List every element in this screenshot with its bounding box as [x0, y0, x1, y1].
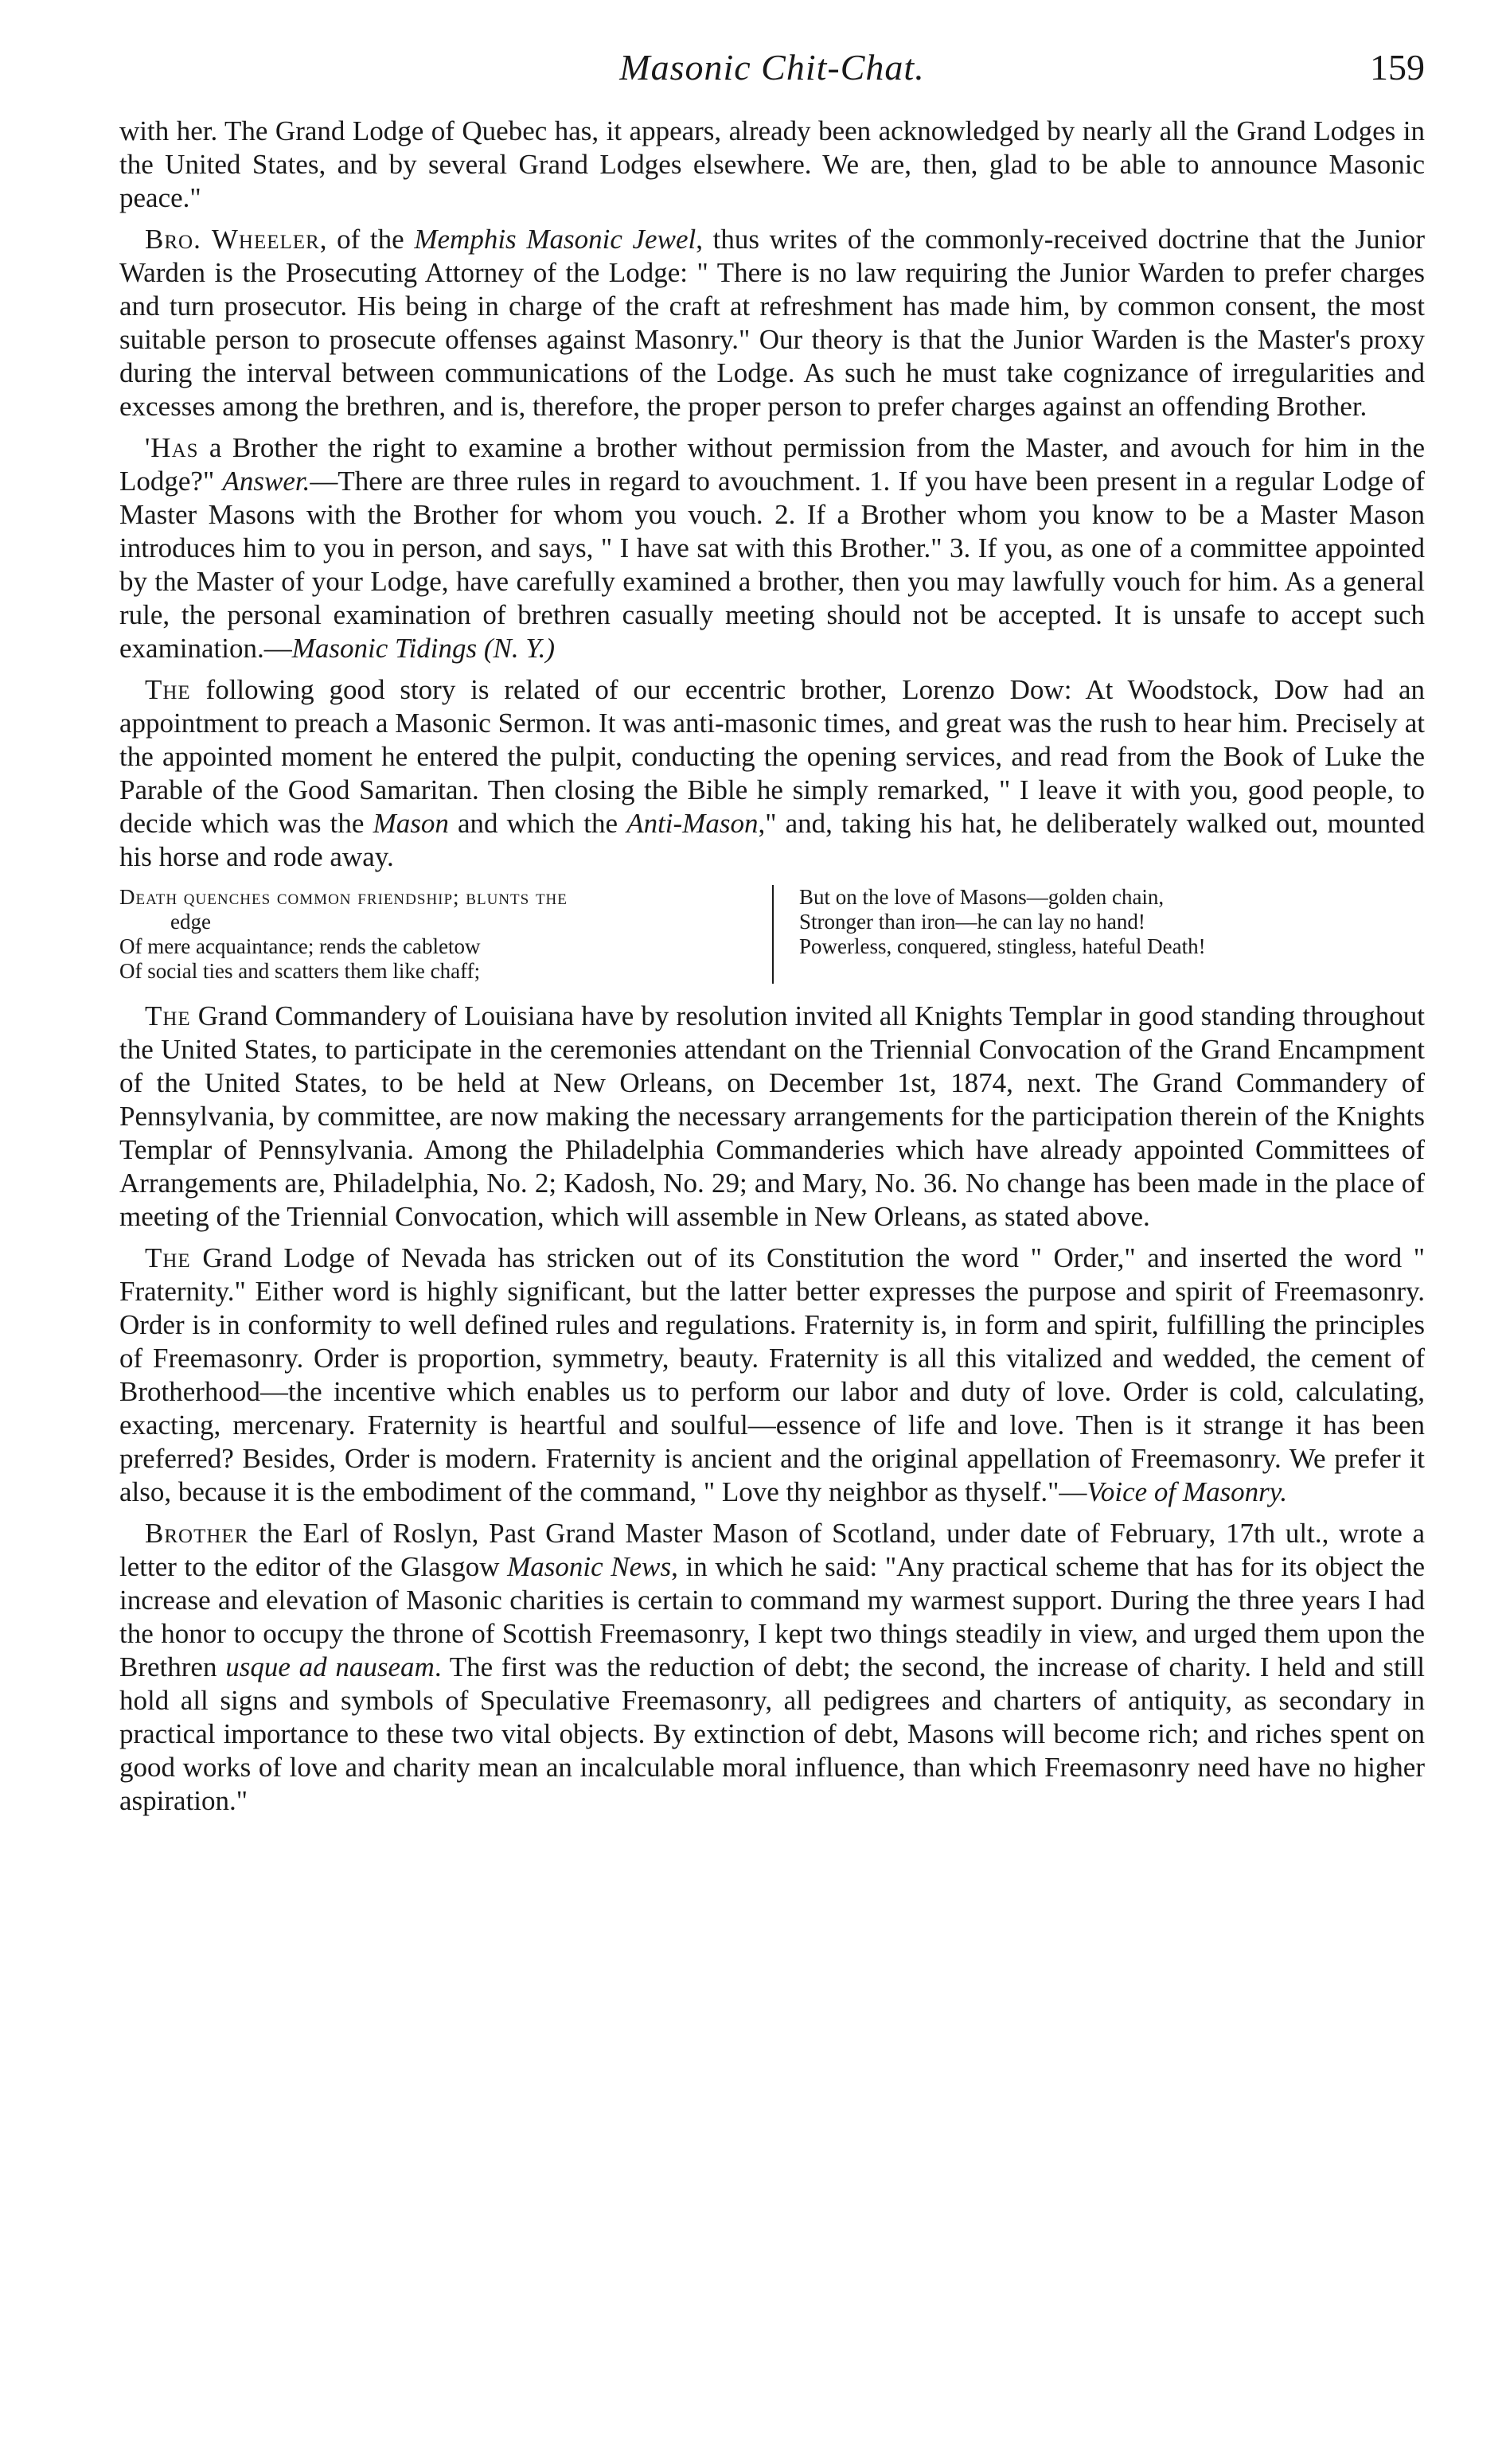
paragraph-louisiana: The Grand Commandery of Louisiana have by resolution invited all Knights Templar in good standing throughout the United States, to participate in the ceremonies attendant on the Triennial Convocation of the Grand Encampment of the United States, to be held at New Orleans, on December 1st, 1874, next. The Grand Commandery of Pennsylvania, by committee, are now making the necessary arrangements for the participation therein of the Knights Templar of Pennsylvania. Among the Philadelphia Commanderies which have already appointed Committees of Arrangements are, Philadelphia, No. 2; Kadosh, No. 29; and Mary, No. 36. No change has been made in the place of meeting of the Triennial Convocation, which will assemble in New Orleans, as stated above.: [119, 1000, 1425, 1232]
page-header: [119, 46, 1425, 115]
paragraph-lorenzo-dow: The following good story is related of our eccentric brother, Lorenzo Dow: At Woodstock, Dow had an appointment to preach a Masonic Sermon. It was anti-masonic times, and great was the rush to hear him. Precisely at the appointed moment he entered the pulpit, conducting the opening services, and read from the Book of Luke the Parable of the Good Samaritan. Then closing the Bible he simply remarked, " I leave it with you, good people, to decide which was the Mason and which the Anti-Mason," and, taking his hat, he deliberately walked out, mounted his horse and rode away.: [119, 674, 1425, 872]
verse-line: Stronger than iron—he can lay no hand!: [799, 910, 1145, 934]
verse-right-column: [772, 885, 1425, 984]
paragraph-roslyn: Brother the Earl of Roslyn, Past Grand Master Mason of Scotland, under date of February, 17th ult., wrote a letter to the editor of the Glasgow Masonic News, in which he said: "Any practical scheme that has for its object the increase and elevation of Masonic charities is certain to command my warmest support. During the three years I had the honor to occupy the throne of Scottish Freemasonry, I kept two things steadily in view, and urged them upon the Brethren usque ad nauseam. The first was the reduction of debt; the second, the increase of charity. I held and still hold all signs and symbols of Speculative Freemasonry, all pedigrees and charters of antiquity, as secondary in practical importance to these two vital objects. By extinction of debt, Masons will become rich; and riches spent on good works of love and charity mean an incalculable moral influence, than which Freemasonry need have no higher aspiration.": [119, 1518, 1426, 1816]
verse-left-column: [119, 885, 772, 984]
verse-line: Death quenches common friendship; blunts the: [119, 885, 568, 909]
paragraph-quebec: with her. The Grand Lodge of Quebec has, it appears, already been acknowledged by nearly all the Grand Lodges in the United States, and by several Grand Lodges elsewhere. We are, then, glad to be able to announce Masonic peace.": [119, 115, 1425, 213]
verse-line: Of mere acquaintance; rends the cabletow: [119, 934, 481, 958]
paragraph-avouchment: 'Has a Brother the right to examine a brother without permission from the Master, and avouch for him in the Lodge?" Answer.—There are three rules in regard to avouchment. 1. If you have been present in a regular Lodge of Master Masons with the Brother for whom you vouch. 2. If a Brother whom you know to be a Master Mason introduces him to you in person, and says, " I have sat with this Brother." 3. If you, as one of a committee appointed by the Master of your Lodge, have carefully examined a brother, then you may lawfully vouch for him. As a general rule, the personal examination of brethren casually meeting should not be accepted. It is unsafe to accept such examination.—Masonic Tidings (N. Y.): [119, 432, 1425, 664]
paragraph-wheeler: Bro. Wheeler, of the Memphis Masonic Jewel, thus writes of the commonly-received doctrine that the Junior Warden is the Prosecuting Attorney of the Lodge: " There is no law requiring the Junior Warden to prefer charges and turn prosecutor. His being in charge of the craft at refreshment has made him, by common consent, the most suitable person to prosecute offenses against Masonry." Our theory is that the Junior Warden is the Master's proxy during the interval between communications of the Lodge. As such he must take cognizance of irregularities and excesses among the brethren, and is, therefore, the proper person to prefer charges against an offending Brother.: [119, 224, 1425, 422]
running-title: Masonic Chit-Chat.: [619, 47, 925, 88]
verse-line: But on the love of Masons—golden chain,: [799, 885, 1165, 909]
verse-line: Of social ties and scatters them like chaff;: [119, 959, 481, 983]
page-number: 159: [1370, 47, 1425, 88]
paragraph-nevada: The Grand Lodge of Nevada has stricken out of its Constitution the word " Order," and inserted the word " Fraternity." Either word is highly significant, but the latter better expresses the purpose and spirit of Freemasonry. Order is in conformity to well defined rules and regulations. Fraternity is, in form and spirit, fulfilling the principles of Freemasonry. Order is proportion, symmetry, beauty. Fraternity is all this vitalized and wedded, the cement of Brotherhood—the incentive which enables us to perform our labor and duty of love. Order is cold, calculating, exacting, mercenary. Fraternity is heartful and soulful—essence of life and love. Then is it strange it has been preferred? Besides, Order is modern. Fraternity is ancient and the original appellation of Freemasonry. We prefer it also, because it is the embodiment of the command, " Love thy neighbor as thyself."—Voice of Masonry.: [119, 1242, 1425, 1507]
verse-line: Powerless, conquered, stingless, hateful Death!: [799, 934, 1206, 958]
verse-line: edge: [170, 910, 211, 934]
verse-block: [119, 885, 1425, 984]
page: [119, 46, 1425, 1826]
